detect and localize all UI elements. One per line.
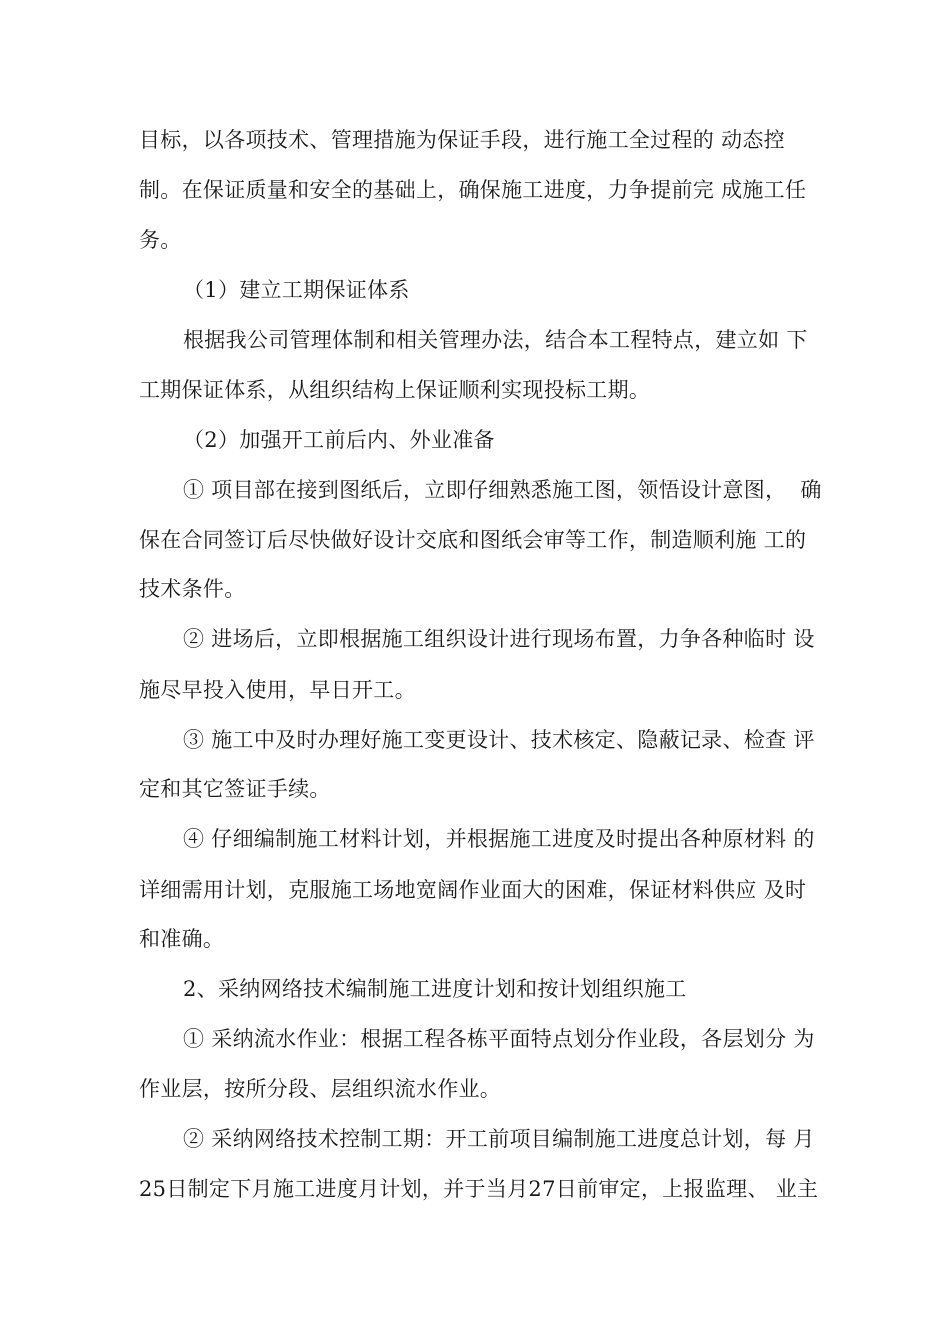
text-line-10: 技术条件。	[139, 577, 246, 601]
text-line-13: ③ 施工中及时办理好施工变更设计、技术核定、隐蔽记录、检查 评	[183, 728, 815, 752]
text-line-16: 详细需用计划，克服施工场地宽阔作业面大的困难，保证材料供应 及时	[139, 878, 807, 902]
text-line-3: 务。	[139, 228, 182, 252]
text-line-8: ① 项目部在接到图纸后，立即仔细熟悉施工图，领悟设计意图， 确	[183, 478, 822, 502]
text-line-5: 根据我公司管理体制和相关管理办法，结合本工程特点，建立如 下	[183, 328, 808, 352]
text-line-11: ② 进场后，立即根据施工组织设计进行现场布置，力争各种临时 设	[183, 627, 815, 651]
text-line-14: 定和其它签证手续。	[139, 777, 331, 801]
text-line-20: 作业层，按所分段、层组织流水作业。	[139, 1077, 502, 1101]
text-line-21: ② 采纳网络技术控制工期：开工前项目编制施工进度总计划，每 月	[183, 1127, 815, 1151]
text-line-22: 25日制定下月施工进度月计划，并于当月27日前审定，上报监理、 业主	[139, 1177, 819, 1201]
section-heading-3: 2、采纳网络技术编制施工进度计划和按计划组织施工	[183, 977, 687, 1001]
text-line-15: ④ 仔细编制施工材料计划，并根据施工进度及时提出各种原材料 的	[183, 827, 815, 851]
text-line-12: 施尽早投入使用，早日开工。	[139, 678, 416, 702]
section-heading-2: （2）加强开工前后内、外业准备	[183, 428, 495, 452]
text-line-1: 目标，以各项技术、管理措施为保证手段，进行施工全过程的 动态控	[139, 128, 785, 152]
text-line-6: 工期保证体系，从组织结构上保证顺利实现投标工期。	[139, 378, 651, 402]
text-line-17: 和准确。	[139, 927, 225, 951]
text-line-2: 制。在保证质量和安全的基础上，确保施工进度，力争提前完 成施工任	[139, 178, 807, 202]
text-line-9: 保在合同签订后尽快做好设计交底和图纸会审等工作，制造顺利施 工的	[139, 528, 807, 552]
section-heading-1: （1）建立工期保证体系	[183, 278, 410, 302]
text-line-19: ① 采纳流水作业：根据工程各栋平面特点划分作业段，各层划分 为	[183, 1027, 815, 1051]
